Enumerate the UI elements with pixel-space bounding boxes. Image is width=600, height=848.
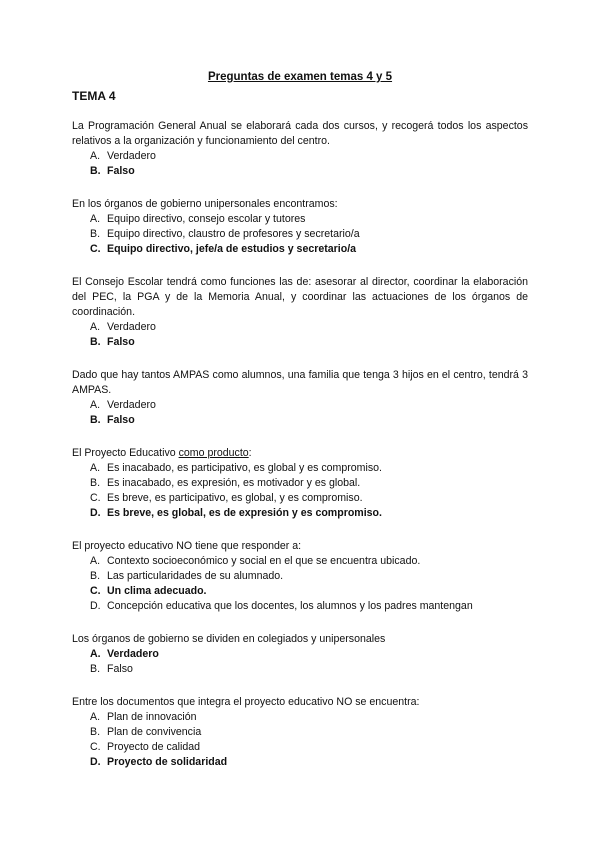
option-letter: B. xyxy=(90,336,101,348)
answer-option xyxy=(90,212,528,227)
answer-option-correct xyxy=(90,335,528,350)
answer-option xyxy=(90,725,528,740)
question-block xyxy=(72,695,528,770)
question-list xyxy=(72,119,528,788)
option-letter: A. xyxy=(90,150,101,162)
question-block xyxy=(72,275,528,350)
option-letter: A. xyxy=(90,462,101,474)
answer-option xyxy=(90,662,528,677)
question-text: Dado que hay tantos AMPAS como alumnos, una familia que tenga 3 hijos en el centro, tendrá 3 AMPAS. xyxy=(72,369,528,396)
question-block xyxy=(72,119,528,179)
question-text: Los órganos de gobierno se dividen en colegiados y unipersonales xyxy=(72,633,386,645)
option-text: Falso xyxy=(107,336,135,348)
section-heading: TEMA 4 xyxy=(72,89,116,103)
option-text: Equipo directivo, claustro de profesores y secretario/a xyxy=(107,228,360,240)
answer-option xyxy=(90,398,528,413)
option-letter: A. xyxy=(90,321,101,333)
question-text: Entre los documentos que integra el proyecto educativo NO se encuentra: xyxy=(72,696,420,708)
answer-option-correct xyxy=(90,242,528,257)
option-letter: B. xyxy=(90,663,101,675)
answer-option xyxy=(90,491,528,506)
answer-option xyxy=(90,569,528,584)
question-text-part: El Proyecto Educativo xyxy=(72,447,179,459)
option-text: Verdadero xyxy=(107,399,156,411)
answer-option xyxy=(90,710,528,725)
option-letter: B. xyxy=(90,477,101,489)
answer-options xyxy=(72,149,528,179)
option-text: Falso xyxy=(107,414,135,426)
answer-options xyxy=(72,320,528,350)
option-text: Es inacabado, es participativo, es global y es compromiso. xyxy=(107,462,382,474)
question-block xyxy=(72,539,528,614)
option-text: Proyecto de calidad xyxy=(107,741,201,753)
answer-options xyxy=(72,710,528,770)
question-block xyxy=(72,632,528,677)
question-text-underlined: como producto xyxy=(178,447,249,459)
question-block xyxy=(72,197,528,257)
answer-option xyxy=(90,227,528,242)
option-letter: D. xyxy=(90,756,101,768)
option-letter: C. xyxy=(90,585,101,597)
answer-options xyxy=(72,212,528,257)
option-text: Verdadero xyxy=(107,150,156,162)
option-text: Un clima adecuado. xyxy=(107,585,207,597)
option-text: Es breve, es participativo, es global, y es compromiso. xyxy=(107,492,363,504)
question-text xyxy=(72,446,528,461)
answer-option-correct xyxy=(90,506,528,521)
question-text-part: : xyxy=(248,447,252,459)
option-text: Contexto socioeconómico y social en el que se encuentra ubicado. xyxy=(107,555,421,567)
option-letter: A. xyxy=(90,399,101,411)
option-letter: D. xyxy=(90,600,101,612)
option-text: Falso xyxy=(107,165,135,177)
option-letter: C. xyxy=(90,492,101,504)
answer-option-correct xyxy=(90,647,528,662)
option-letter: B. xyxy=(90,165,101,177)
option-text: Las particularidades de su alumnado. xyxy=(107,570,284,582)
option-letter: A. xyxy=(90,213,101,225)
option-text: Equipo directivo, jefe/a de estudios y secretario/a xyxy=(107,243,357,255)
option-letter: B. xyxy=(90,228,101,240)
option-letter: B. xyxy=(90,726,101,738)
answer-option-correct xyxy=(90,413,528,428)
answer-option xyxy=(90,554,528,569)
option-letter: C. xyxy=(90,243,101,255)
option-letter: C. xyxy=(90,741,101,753)
answer-option-correct xyxy=(90,755,528,770)
option-letter: A. xyxy=(90,648,101,660)
option-text: Plan de convivencia xyxy=(107,726,202,738)
answer-options xyxy=(72,554,528,614)
answer-option xyxy=(90,476,528,491)
answer-option xyxy=(90,740,528,755)
option-text: Es breve, es global, es de expresión y es compromiso. xyxy=(107,507,382,519)
option-letter: A. xyxy=(90,711,101,723)
question-block xyxy=(72,368,528,428)
question-text: El Consejo Escolar tendrá como funciones las de: asesorar al director, coordinar la elaboración del PEC, la PGA y de la Memoria Anual, y coordinar las actuaciones de los órganos de coordinación. xyxy=(72,276,528,318)
option-text: Verdadero xyxy=(107,321,156,333)
question-text: En los órganos de gobierno unipersonales encontramos: xyxy=(72,198,338,210)
answer-option xyxy=(90,461,528,476)
option-letter: A. xyxy=(90,555,101,567)
page-title: Preguntas de examen temas 4 y 5 xyxy=(207,71,393,83)
question-text: El proyecto educativo NO tiene que responder a: xyxy=(72,540,302,552)
option-text: Es inacabado, es expresión, es motivador y es global. xyxy=(107,477,361,489)
option-text: Concepción educativa que los docentes, los alumnos y los padres mantengan xyxy=(107,600,473,612)
option-letter: D. xyxy=(90,507,101,519)
question-block xyxy=(72,446,528,521)
option-letter: B. xyxy=(90,414,101,426)
answer-option-correct xyxy=(90,584,528,599)
answer-options xyxy=(72,461,528,521)
answer-option-correct xyxy=(90,164,528,179)
option-letter: B. xyxy=(90,570,101,582)
option-text: Verdadero xyxy=(107,648,159,660)
answer-option xyxy=(90,149,528,164)
answer-option xyxy=(90,320,528,335)
option-text: Proyecto de solidaridad xyxy=(107,756,228,768)
option-text: Plan de innovación xyxy=(107,711,197,723)
answer-options xyxy=(72,647,528,677)
answer-options xyxy=(72,398,528,428)
option-text: Equipo directivo, consejo escolar y tutores xyxy=(107,213,306,225)
answer-option xyxy=(90,599,528,614)
option-text: Falso xyxy=(107,663,133,675)
question-text: La Programación General Anual se elaborará cada dos cursos, y recogerá todos los aspectos relativos a la organización y funcionamiento del centro. xyxy=(72,120,528,147)
